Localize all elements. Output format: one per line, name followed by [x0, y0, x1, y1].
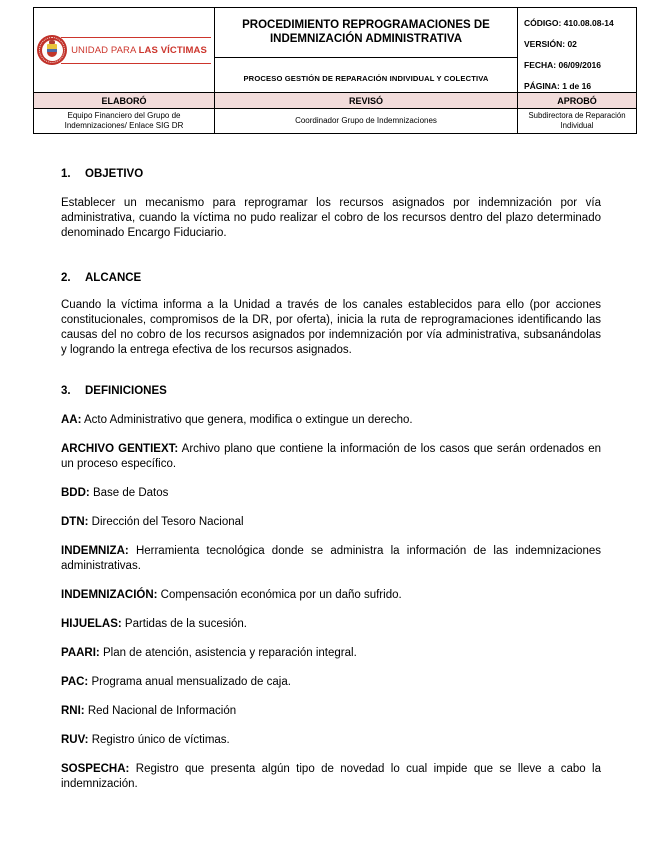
definition-term: AA: [61, 414, 82, 426]
definition-item [61, 646, 601, 661]
definition-item [61, 675, 601, 690]
meta-fecha: FECHA: 06/09/2016 [524, 60, 602, 70]
definition-text: Herramienta tecnológica donde se administra la información de las indemnizaciones administrativas. [61, 545, 601, 572]
meta-codigo: CÓDIGO: 410.08.08-14 [524, 18, 614, 28]
section-heading-objetivo [61, 167, 601, 182]
definition-term: PAC: [61, 676, 89, 688]
definition-item [61, 544, 601, 574]
paragraph-objetivo: Establecer un mecanismo para reprogramar los recursos asignados por indemnización por vía administrativa, cuando la víctima no pudo realizar el cobro de los recursos dentro del plazo determinado denominado Encargo Fiduciario. [61, 197, 601, 239]
definition-text: Archivo plano que contiene la información de los casos que serán ordenados en un proceso específico. [61, 443, 602, 470]
definition-term: HIJUELAS: [61, 618, 122, 630]
definition-text: Compensación económica por un daño sufrido. [160, 589, 402, 601]
definition-text: Red Nacional de Información [87, 705, 237, 717]
section-heading-definiciones [61, 384, 601, 399]
meta-pagina: PÁGINA: 1 de 16 [524, 81, 592, 91]
section-number: 2. [61, 272, 71, 284]
definition-text: Plan de atención, asistencia y reparación integral. [102, 647, 357, 659]
unidad-victimas-logo [37, 35, 211, 65]
paragraph-alcance: Cuando la víctima informa a la Unidad a través de los canales establecidos para ello (por acciones constitucionales, compromisos de la DR, por oferta), inicia la ruta de reprogramaciones identificando las causas del no cobro de los recursos asignados por indemnización por vía administrativa, subsanándolas y logrando la entrega efectiva de los recursos asignados. [61, 299, 601, 356]
colombia-coat-of-arms-icon [37, 35, 67, 65]
logo-text-bold: LAS VÍCTIMAS [138, 44, 207, 56]
approval-header-aprobo: APROBÓ [518, 93, 636, 109]
definition-item [61, 588, 601, 603]
approval-value-reviso: Coordinador Grupo de Indemnizaciones [215, 109, 518, 133]
approval-value-aprobo: Subdirectora de Reparación Individual [528, 111, 626, 130]
document-body [61, 167, 601, 792]
definition-text: Programa anual mensualizado de caja. [91, 676, 291, 688]
definition-term: RUV: [61, 734, 89, 746]
definition-item [61, 515, 601, 530]
definition-term: DTN: [61, 516, 89, 528]
definition-item [61, 762, 601, 792]
document-meta [518, 8, 636, 93]
definition-item [61, 486, 601, 501]
section-title: ALCANCE [85, 272, 142, 284]
definition-text: Dirección del Tesoro Nacional [91, 516, 244, 528]
definition-term: INDEMNIZA: [61, 545, 129, 557]
definition-text: Base de Datos [92, 487, 169, 499]
meta-version: VERSIÓN: 02 [524, 39, 577, 49]
section-title: DEFINICIONES [85, 385, 167, 397]
definition-text: Partidas de la sucesión. [124, 618, 248, 630]
logo-wordmark [61, 37, 211, 64]
definition-item [61, 413, 601, 428]
approval-header-reviso: REVISÓ [215, 93, 518, 109]
definition-term: INDEMNIZACIÓN: [61, 589, 158, 601]
definition-item [61, 442, 601, 472]
definition-item [61, 617, 601, 632]
section-number: 3. [61, 385, 71, 397]
process-name: PROCESO GESTIÓN DE REPARACIÓN INDIVIDUAL Y COLECTIVA [215, 58, 518, 93]
approval-header-elaboro: ELABORÓ [34, 93, 215, 109]
definition-term: RNI: [61, 705, 85, 717]
section-title: OBJETIVO [85, 168, 144, 180]
definition-item [61, 733, 601, 748]
header-table [33, 7, 637, 134]
document-title: PROCEDIMIENTO REPROGRAMACIONES DE INDEMNIZACIÓN ADMINISTRATIVA [215, 8, 518, 58]
approval-value-elaboro: Equipo Financiero del Grupo de Indemnizaciones/ Enlace SIG DR [34, 109, 215, 133]
definition-text: Registro único de víctimas. [91, 734, 230, 746]
definition-text: Acto Administrativo que genera, modifica o extingue un derecho. [84, 414, 413, 426]
definition-term: SOSPECHA: [61, 763, 130, 775]
logo-cell [34, 8, 215, 93]
definition-item [61, 704, 601, 719]
definition-term: ARCHIVO GENTIEXT: [61, 443, 179, 455]
definition-term: BDD: [61, 487, 90, 499]
section-heading-alcance [61, 271, 601, 286]
definition-text: Registro que presenta algún tipo de novedad lo cual impide que se lleve a cabo la indemnización. [61, 763, 601, 790]
definition-term: PAARI: [61, 647, 100, 659]
logo-text-prefix: UNIDAD PARA [71, 44, 136, 56]
section-number: 1. [61, 168, 71, 180]
